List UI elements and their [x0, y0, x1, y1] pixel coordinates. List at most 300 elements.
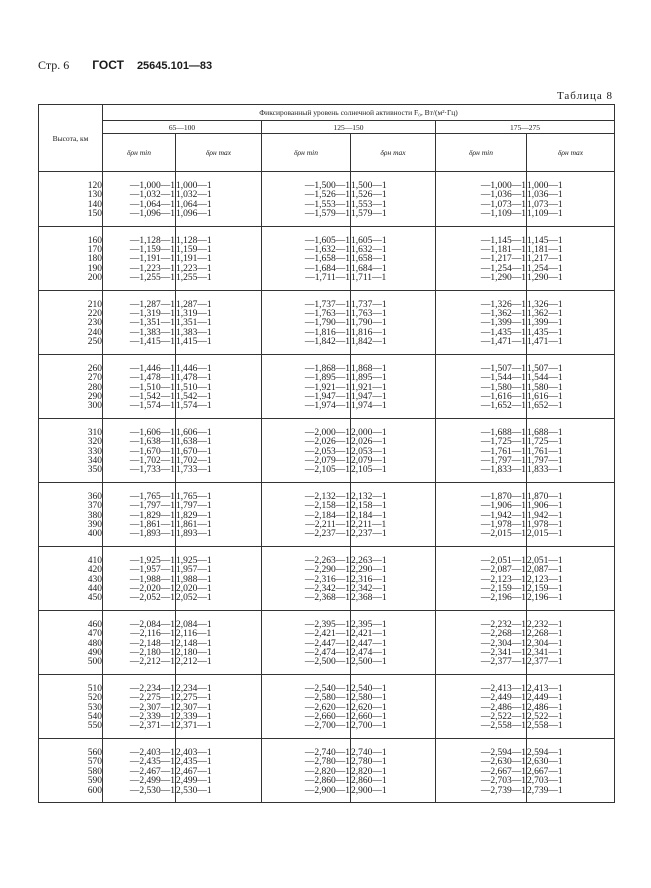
- table-value: 2,580—1: [351, 693, 387, 704]
- table-value: —2,232—1: [480, 619, 526, 630]
- table-value: —2,159—1: [480, 584, 526, 594]
- table-value: —1,893—1: [129, 529, 175, 540]
- table-value: 480: [87, 638, 102, 649]
- table-value: 550: [87, 721, 102, 732]
- table-value: 2,158—1: [351, 501, 387, 512]
- table-value: 430: [87, 574, 102, 585]
- table-value: 1,797—1: [176, 501, 212, 512]
- table-value: 2,660—1: [351, 712, 387, 723]
- table-value: —2,530—1: [129, 785, 175, 796]
- table-value: 1,032—1: [176, 190, 212, 201]
- table-value: 240: [87, 327, 102, 338]
- min-cell: [103, 418, 176, 482]
- table-value: —1,544—1: [480, 373, 526, 384]
- table-value: 2,371—1: [176, 721, 212, 732]
- table-value: 1,036—1: [527, 190, 563, 201]
- table-value: —2,449—1: [480, 693, 526, 704]
- table-value: 1,763—1: [351, 309, 387, 320]
- table-value: 1,254—1: [527, 263, 563, 274]
- table-value: —1,988—1: [129, 574, 175, 585]
- table-value: 1,684—1: [351, 263, 387, 274]
- table-value: 2,339—1: [176, 712, 212, 723]
- table-value: —1,191—1: [129, 254, 175, 265]
- table-value: —1,435—1: [480, 327, 526, 338]
- table-value: 2,196—1: [527, 593, 563, 604]
- table-value: —1,765—1: [129, 491, 175, 502]
- table-value: 1,255—1: [176, 273, 212, 284]
- min-cell: [262, 354, 351, 418]
- table-value: 1,073—1: [527, 199, 563, 210]
- max-cell: [351, 610, 436, 674]
- table-row: [39, 172, 615, 227]
- table-value: —2,123—1: [480, 574, 526, 585]
- table-value: —1,725—1: [480, 437, 526, 448]
- max-cell: [176, 546, 262, 610]
- col-max-3: δρн max: [527, 134, 615, 172]
- table-value: 1,000—1: [527, 181, 563, 191]
- max-cell: [351, 290, 436, 354]
- table-value: —1,763—1: [304, 309, 350, 320]
- table-value: —2,580—1: [304, 693, 350, 704]
- table-value: 1,978—1: [527, 519, 563, 530]
- table-value: —2,180—1: [129, 648, 175, 659]
- table-value: 1,632—1: [351, 245, 387, 256]
- table-value: 1,159—1: [176, 245, 212, 256]
- table-value: 1,145—1: [527, 235, 563, 246]
- table-value: —1,761—1: [480, 446, 526, 457]
- col-min-3: δρн min: [436, 134, 527, 172]
- max-cell: [176, 290, 262, 354]
- table-value: 1,670—1: [176, 446, 212, 457]
- table-value: 1,096—1: [176, 209, 212, 220]
- table-value: 230: [87, 318, 102, 329]
- table-value: 500: [87, 657, 102, 668]
- table-value: —1,290—1: [480, 273, 526, 284]
- table-value: 490: [87, 648, 102, 659]
- table-value: 330: [87, 446, 102, 457]
- table-value: —1,507—1: [480, 363, 526, 374]
- table-value: 1,319—1: [176, 309, 212, 320]
- table-value: —1,145—1: [480, 235, 526, 246]
- table-value: —2,474—1: [304, 648, 350, 659]
- table-value: —1,579—1: [304, 209, 350, 220]
- table-value: 2,180—1: [176, 648, 212, 659]
- table-value: 1,790—1: [351, 318, 387, 329]
- table-value: —2,051—1: [480, 555, 526, 566]
- table-value: —1,109—1: [480, 209, 526, 220]
- table-row: [39, 738, 615, 802]
- altitude-cell: [39, 172, 103, 227]
- table-value: 1,290—1: [527, 273, 563, 284]
- table-value: —2,304—1: [480, 638, 526, 649]
- table-value: 420: [87, 565, 102, 576]
- min-cell: [436, 610, 527, 674]
- altitude-cell: [39, 674, 103, 738]
- table-value: 1,446—1: [176, 363, 212, 374]
- table-value: 1,351—1: [176, 318, 212, 329]
- table-value: 410: [87, 555, 102, 566]
- table-value: 1,829—1: [176, 510, 212, 521]
- table-value: 1,711—1: [351, 273, 387, 284]
- table-value: —1,906—1: [480, 501, 526, 512]
- table-value: 1,765—1: [176, 491, 212, 502]
- table-value: —2,148—1: [129, 638, 175, 649]
- table-value: 1,638—1: [176, 437, 212, 448]
- table-value: —1,797—1: [480, 455, 526, 466]
- table-value: 2,421—1: [351, 629, 387, 640]
- table-value: —1,921—1: [304, 382, 350, 393]
- table-value: 280: [87, 382, 102, 393]
- max-cell: [351, 354, 436, 418]
- table-value: —2,558—1: [480, 721, 526, 732]
- table-value: 1,737—1: [351, 299, 387, 310]
- table-value: —1,362—1: [480, 309, 526, 320]
- table-value: 1,542—1: [176, 391, 212, 402]
- table-value: 2,820—1: [351, 766, 387, 777]
- table-value: —1,947—1: [304, 391, 350, 402]
- table-value: —1,542—1: [129, 391, 175, 402]
- table-value: 170: [87, 245, 102, 256]
- table-value: —2,184—1: [304, 510, 350, 521]
- table-value: —1,702—1: [129, 455, 175, 466]
- standard-number: 25645.101—83: [136, 60, 213, 72]
- table-value: 250: [87, 337, 102, 348]
- table-value: —2,275—1: [129, 693, 175, 704]
- table-value: 1,957—1: [176, 565, 212, 576]
- table-value: 2,232—1: [527, 619, 563, 630]
- table-value: —2,820—1: [304, 766, 350, 777]
- table-value: —2,435—1: [129, 757, 175, 768]
- table-value: —1,658—1: [304, 254, 350, 265]
- table-value: 2,051—1: [527, 555, 563, 566]
- table-value: 1,868—1: [351, 363, 387, 374]
- table-value: 2,234—1: [176, 683, 212, 694]
- table-value: 2,739—1: [527, 785, 563, 796]
- altitude-cell: [39, 482, 103, 546]
- max-cell: [176, 418, 262, 482]
- table-value: 1,415—1: [176, 337, 212, 348]
- table-value: —2,594—1: [480, 747, 526, 758]
- table-value: —2,499—1: [129, 776, 175, 787]
- table-value: 1,606—1: [176, 427, 212, 438]
- table-value: 2,630—1: [527, 757, 563, 768]
- table-value: 2,026—1: [351, 437, 387, 448]
- max-cell: [527, 482, 615, 546]
- altitude-cell: [39, 418, 103, 482]
- table-value: 1,925—1: [176, 555, 212, 566]
- table-value: 2,304—1: [527, 638, 563, 649]
- table-value: —1,254—1: [480, 263, 526, 274]
- table-value: 1,616—1: [527, 391, 563, 402]
- min-cell: [103, 172, 176, 227]
- table-value: 200: [87, 273, 102, 284]
- altitude-header: Высота, км: [39, 105, 103, 172]
- table-value: 1,553—1: [351, 199, 387, 210]
- table-value: 1,579—1: [351, 209, 387, 220]
- table-value: —2,053—1: [304, 446, 350, 457]
- table-value: 1,128—1: [176, 235, 212, 246]
- altitude-cell: [39, 610, 103, 674]
- table-value: —1,000—1: [480, 181, 526, 191]
- group-header-3: 175—275: [436, 121, 615, 134]
- table-value: —2,377—1: [480, 657, 526, 668]
- table-value: —2,660—1: [304, 712, 350, 723]
- table-value: —1,816—1: [304, 327, 350, 338]
- table-value: —2,290—1: [304, 565, 350, 576]
- table-value: —2,263—1: [304, 555, 350, 566]
- table-value: —1,287—1: [129, 299, 175, 310]
- min-cell: [103, 354, 176, 418]
- min-cell: [103, 226, 176, 290]
- table-value: 1,435—1: [527, 327, 563, 338]
- table-value: 2,703—1: [527, 776, 563, 787]
- table-value: 2,184—1: [351, 510, 387, 521]
- table-value: —1,000—1: [129, 181, 175, 191]
- table-value: —1,471—1: [480, 337, 526, 348]
- table-value: —1,652—1: [480, 401, 526, 412]
- max-cell: [527, 674, 615, 738]
- table-value: —1,500—1: [304, 181, 350, 191]
- table-value: 1,471—1: [527, 337, 563, 348]
- max-cell: [527, 172, 615, 227]
- altitude-cell: [39, 226, 103, 290]
- table-value: 360: [87, 491, 102, 502]
- table-value: 2,341—1: [527, 648, 563, 659]
- max-cell: [176, 354, 262, 418]
- table-value: 350: [87, 465, 102, 476]
- table-value: —1,319—1: [129, 309, 175, 320]
- table-value: —1,797—1: [129, 501, 175, 512]
- table-value: 370: [87, 501, 102, 512]
- max-cell: [351, 546, 436, 610]
- table-value: —2,234—1: [129, 683, 175, 694]
- table-value: 540: [87, 712, 102, 723]
- table-value: —2,342—1: [304, 584, 350, 594]
- min-cell: [103, 738, 176, 802]
- table-value: —1,861—1: [129, 519, 175, 530]
- max-cell: [527, 546, 615, 610]
- max-cell: [176, 226, 262, 290]
- min-cell: [436, 546, 527, 610]
- min-cell: [436, 290, 527, 354]
- table-value: —2,667—1: [480, 766, 526, 777]
- table-value: 1,217—1: [527, 254, 563, 265]
- min-cell: [103, 290, 176, 354]
- max-cell: [527, 226, 615, 290]
- table-value: 380: [87, 510, 102, 521]
- table-label: Таблица 8: [556, 90, 613, 102]
- min-cell: [262, 546, 351, 610]
- table-value: 1,702—1: [176, 455, 212, 466]
- table-value: 2,053—1: [351, 446, 387, 457]
- table-value: 570: [87, 757, 102, 768]
- table-value: —1,616—1: [480, 391, 526, 402]
- table-value: 310: [87, 427, 102, 438]
- table-value: 1,861—1: [176, 519, 212, 530]
- max-cell: [176, 610, 262, 674]
- table-value: —2,630—1: [480, 757, 526, 768]
- table-value: —1,790—1: [304, 318, 350, 329]
- table-value: 1,181—1: [527, 245, 563, 256]
- table-value: 1,942—1: [527, 510, 563, 521]
- table-value: —1,255—1: [129, 273, 175, 284]
- max-cell: [351, 418, 436, 482]
- table-value: 2,467—1: [176, 766, 212, 777]
- table-value: —1,096—1: [129, 209, 175, 220]
- table-value: —1,829—1: [129, 510, 175, 521]
- table-value: 2,860—1: [351, 776, 387, 787]
- table-row: [39, 482, 615, 546]
- table-value: —1,733—1: [129, 465, 175, 476]
- table-value: 140: [87, 199, 102, 210]
- table-body: [39, 172, 615, 803]
- table-value: 470: [87, 629, 102, 640]
- table-value: 1,833—1: [527, 465, 563, 476]
- min-cell: [262, 418, 351, 482]
- min-cell: [436, 482, 527, 546]
- table-value: —2,500—1: [304, 657, 350, 668]
- table-value: —1,446—1: [129, 363, 175, 374]
- table-value: 2,474—1: [351, 648, 387, 659]
- min-cell: [262, 738, 351, 802]
- table-value: 1,658—1: [351, 254, 387, 265]
- table-value: 2,403—1: [176, 747, 212, 758]
- altitude-cell: [39, 354, 103, 418]
- table-value: —1,036—1: [480, 190, 526, 201]
- table-value: 1,191—1: [176, 254, 212, 265]
- table-value: 560: [87, 747, 102, 758]
- table-value: 2,212—1: [176, 657, 212, 668]
- table-value: 2,123—1: [527, 574, 563, 585]
- table-value: —1,526—1: [304, 190, 350, 201]
- col-min-1: δρн min: [103, 134, 176, 172]
- table-value: 590: [87, 776, 102, 787]
- min-cell: [103, 674, 176, 738]
- table-value: 2,290—1: [351, 565, 387, 576]
- table-value: 2,780—1: [351, 757, 387, 768]
- table-value: 1,870—1: [527, 491, 563, 502]
- table-value: 1,223—1: [176, 263, 212, 274]
- table-row: [39, 354, 615, 418]
- table-value: 1,399—1: [527, 318, 563, 329]
- table-value: —2,620—1: [304, 702, 350, 713]
- table-value: 1,500—1: [351, 181, 387, 191]
- table-value: 1,947—1: [351, 391, 387, 402]
- table-value: 2,486—1: [527, 702, 563, 713]
- table-value: 390: [87, 519, 102, 530]
- table-value: —2,447—1: [304, 638, 350, 649]
- max-cell: [351, 482, 436, 546]
- table-value: 1,733—1: [176, 465, 212, 476]
- table-value: 520: [87, 693, 102, 704]
- max-cell: [351, 172, 436, 227]
- table-value: —1,638—1: [129, 437, 175, 448]
- table-value: —2,079—1: [304, 455, 350, 466]
- col-max-2: δρн max: [351, 134, 436, 172]
- table-value: 2,377—1: [527, 657, 563, 668]
- table-value: 2,740—1: [351, 747, 387, 758]
- table-value: —1,895—1: [304, 373, 350, 384]
- table-value: 2,342—1: [351, 584, 387, 594]
- table-value: —2,196—1: [480, 593, 526, 604]
- max-cell: [351, 674, 436, 738]
- min-cell: [262, 610, 351, 674]
- group-header-1: 65—100: [103, 121, 262, 134]
- table-value: 400: [87, 529, 102, 540]
- table-value: 1,974—1: [351, 401, 387, 412]
- table-value: 1,605—1: [351, 235, 387, 246]
- table-value: 1,544—1: [527, 373, 563, 384]
- table-value: —2,739—1: [480, 785, 526, 796]
- table-value: 2,116—1: [176, 629, 212, 640]
- max-cell: [527, 354, 615, 418]
- table-value: 2,211—1: [351, 519, 387, 530]
- table-value: 290: [87, 391, 102, 402]
- table-value: —2,087—1: [480, 565, 526, 576]
- table-value: 1,478—1: [176, 373, 212, 384]
- table-row: [39, 418, 615, 482]
- table-value: 2,159—1: [527, 584, 563, 594]
- table-value: —1,326—1: [480, 299, 526, 310]
- table-value: 1,988—1: [176, 574, 212, 585]
- table-value: 1,510—1: [176, 382, 212, 393]
- table-value: 190: [87, 263, 102, 274]
- table-value: —2,211—1: [305, 519, 350, 530]
- table-value: 2,268—1: [527, 629, 563, 640]
- table-row: [39, 290, 615, 354]
- table-value: —2,703—1: [480, 776, 526, 787]
- table-value: 1,895—1: [351, 373, 387, 384]
- table-value: 450: [87, 593, 102, 604]
- table-value: —2,341—1: [480, 648, 526, 659]
- table-value: 2,558—1: [527, 721, 563, 732]
- table-value: 2,000—1: [351, 427, 387, 438]
- table-value: —2,700—1: [304, 721, 350, 732]
- table-value: 2,368—1: [351, 593, 387, 604]
- max-cell: [527, 418, 615, 482]
- min-cell: [103, 610, 176, 674]
- table-value: —2,268—1: [480, 629, 526, 640]
- table-value: 530: [87, 702, 102, 713]
- max-cell: [351, 738, 436, 802]
- page-header: [38, 58, 212, 73]
- table-value: —1,580—1: [480, 382, 526, 393]
- table-value: —2,000—1: [304, 427, 350, 438]
- table-value: 1,921—1: [351, 382, 387, 393]
- table-value: —2,237—1: [304, 529, 350, 540]
- max-cell: [351, 226, 436, 290]
- page-number: Стр. 6: [38, 58, 70, 72]
- min-cell: [262, 172, 351, 227]
- table-value: 1,816—1: [351, 327, 387, 338]
- table-value: —1,868—1: [304, 363, 350, 374]
- table-value: 1,000—1: [176, 181, 212, 191]
- table-value: 2,413—1: [527, 683, 563, 694]
- max-cell: [176, 738, 262, 802]
- table-value: 1,507—1: [527, 363, 563, 374]
- table-value: 1,652—1: [527, 401, 563, 412]
- max-cell: [176, 482, 262, 546]
- table-value: 180: [87, 254, 102, 265]
- table-value: 150: [87, 209, 102, 220]
- table-value: —2,780—1: [304, 757, 350, 768]
- table-value: 220: [87, 309, 102, 320]
- min-cell: [436, 674, 527, 738]
- altitude-cell: [39, 738, 103, 802]
- table-value: 2,087—1: [527, 565, 563, 576]
- table-value: —1,957—1: [129, 565, 175, 576]
- table-value: —2,368—1: [304, 593, 350, 604]
